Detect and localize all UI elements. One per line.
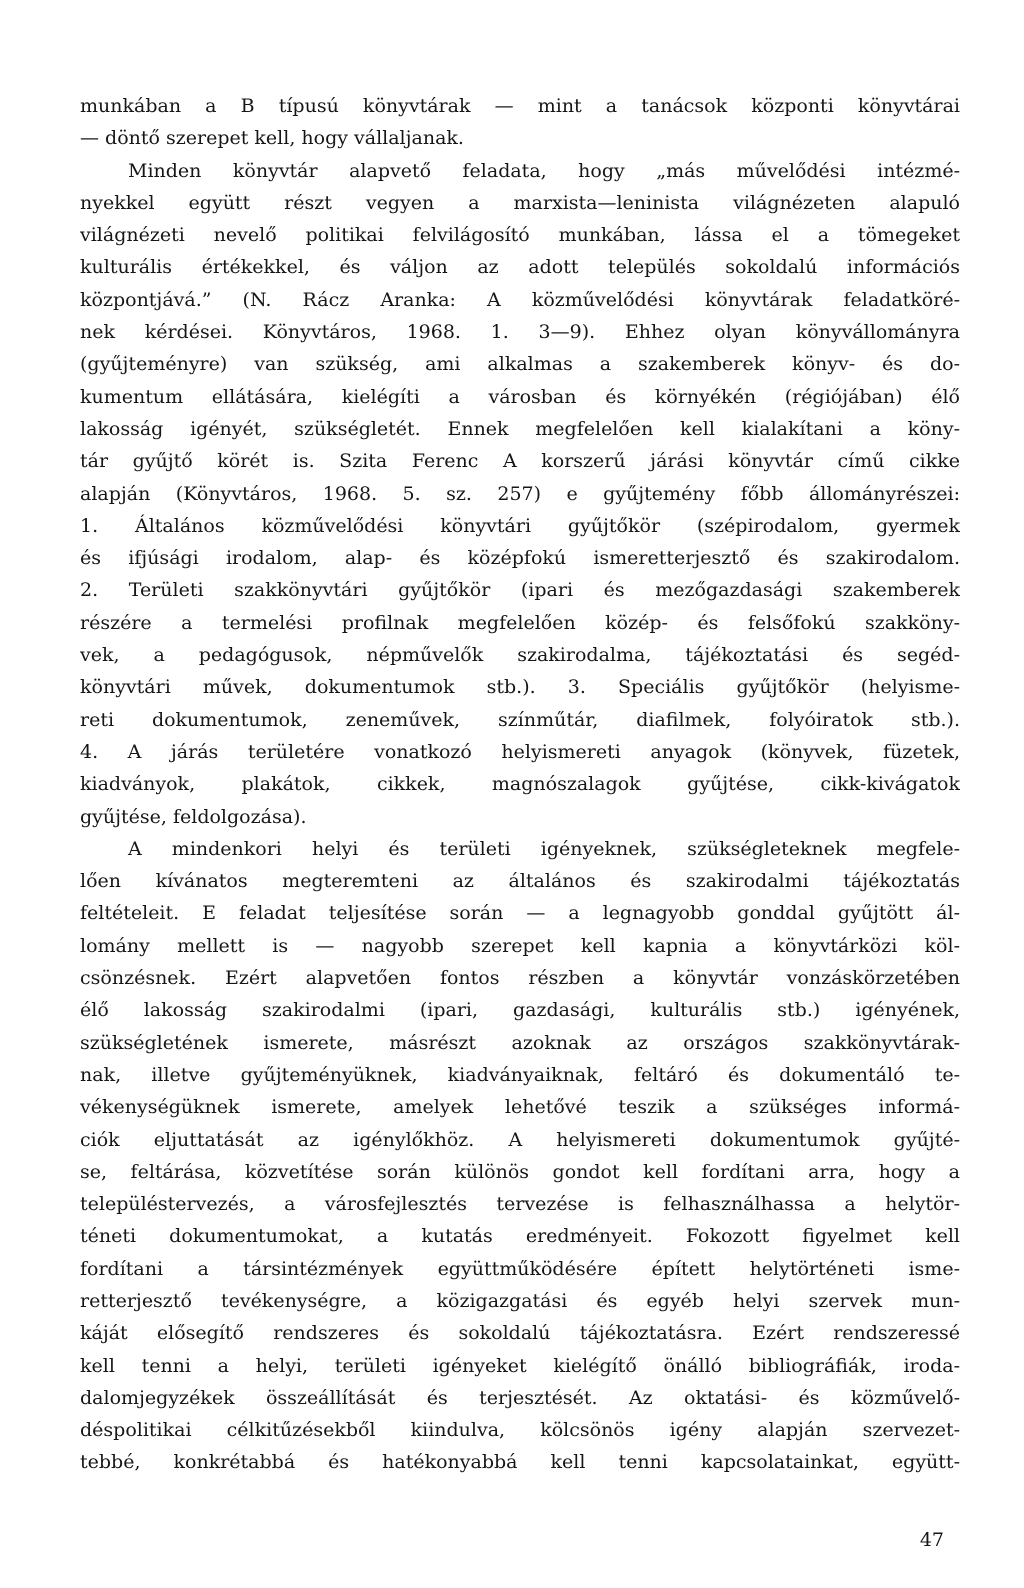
text-line: fordítani a társintézmények együttműködésére épített helytörténeti isme- xyxy=(80,1257,960,1280)
text-line: nek kérdései. Könyvtáros, 1968. 1. 3—9). Ehhez olyan könyvállományra xyxy=(80,321,960,344)
text-line: alapján (Könyvtáros, 1968. 5. sz. 257) e gyűjtemény főbb állományrészei: xyxy=(80,482,960,505)
text-line: kell tenni a helyi, területi igényeket kielégítő önálló bibliográfiák, iroda- xyxy=(80,1354,960,1377)
text-line: — döntő szerepet kell, hogy vállaljanak. xyxy=(80,127,464,150)
page-number: 47 xyxy=(919,1529,944,1551)
text-line: tebbé, konkrétabbá és hatékonyabbá kell tenni kapcsolatainkat, együtt- xyxy=(80,1451,960,1474)
text-line: kiadványok, plakátok, cikkek, magnószalagok gyűjtése, cikk-kivágatok xyxy=(80,773,960,796)
text-line: retterjesztő tevékenységre, a közigazgatási és egyéb helyi szervek mun- xyxy=(80,1289,960,1312)
text-line: kumentum ellátására, kielégíti a városban és környékén (régiójában) élő xyxy=(80,385,960,408)
text-line: Minden könyvtár alapvető feladata, hogy „más művelődési intézmé- xyxy=(128,159,960,182)
text-line: világnézeti nevelő politikai felvilágosító munkában, lássa el a tömegeket xyxy=(80,224,960,247)
text-line: és ifjúsági irodalom, alap- és középfokú ismeretterjesztő és szakirodalom. xyxy=(80,547,960,570)
text-line: településtervezés, a városfejlesztés tervezése is felhasználhassa a helytör- xyxy=(80,1193,960,1216)
body-text xyxy=(80,90,960,1479)
text-line: központjává.” (N. Rácz Aranka: A közművelődési könyvtárak feladatköré- xyxy=(80,288,960,311)
text-line: dalomjegyzékek összeállítását és terjesztését. Az oktatási- és közművelő- xyxy=(80,1386,960,1409)
text-line: szükségletének ismerete, másrészt azoknak az országos szakkönyvtárak- xyxy=(80,1031,960,1054)
text-line: 1. Általános közművelődési könyvtári gyűjtőkör (szépirodalom, gyermek xyxy=(80,514,960,537)
text-line: déspolitikai célkitűzésekből kiindulva, kölcsönös igény alapján szervezet- xyxy=(80,1419,960,1442)
text-line: lomány mellett is — nagyobb szerepet kell kapnia a könyvtárközi köl- xyxy=(80,934,960,957)
text-line: könyvtári művek, dokumentumok stb.). 3. Speciális gyűjtőkör (helyisme- xyxy=(80,676,960,699)
text-line: (gyűjteményre) van szükség, ami alkalmas a szakemberek könyv- és do- xyxy=(80,353,960,376)
text-line: tár gyűjtő körét is. Szita Ferenc A korszerű járási könyvtár című cikke xyxy=(80,450,960,473)
text-line: vékenységüknek ismerete, amelyek lehetővé teszik a szükséges informá- xyxy=(80,1096,960,1119)
text-line: munkában a B típusú könyvtárak — mint a tanácsok központi könyvtárai xyxy=(80,95,960,117)
text-line: nak, illetve gyűjteményüknek, kiadványaiknak, feltáró és dokumentáló te- xyxy=(80,1063,960,1086)
text-line: se, feltárása, közvetítése során különös gondot kell fordítani arra, hogy a xyxy=(80,1160,960,1183)
text-line: részére a termelési profilnak megfelelően közép- és felsőfokú szakköny- xyxy=(80,611,960,634)
text-line: gyűjtése, feldolgozása). xyxy=(80,805,307,828)
text-line: ciók eljuttatását az igénylőkhöz. A helyismereti dokumentumok gyűjté- xyxy=(80,1128,960,1151)
text-line: vek, a pedagógusok, népművelők szakirodalma, tájékoztatási és segéd- xyxy=(80,644,960,667)
text-line: 4. A járás területére vonatkozó helyismereti anyagok (könyvek, füzetek, xyxy=(80,740,960,763)
text-line: kulturális értékekkel, és váljon az adott település sokoldalú információs xyxy=(80,256,960,279)
text-line: lően kívánatos megteremteni az általános és szakirodalmi tájékoztatás xyxy=(80,870,960,893)
text-line: feltételeit. E feladat teljesítése során — a legnagyobb gonddal gyűjtött ál- xyxy=(80,902,960,925)
text-line: reti dokumentumok, zeneművek, színműtár, diafilmek, folyóiratok stb.). xyxy=(80,708,960,731)
text-line: lakosság igényét, szükségletét. Ennek megfelelően kell kialakítani a köny- xyxy=(80,417,960,440)
text-line: téneti dokumentumokat, a kutatás eredményeit. Fokozott figyelmet kell xyxy=(80,1225,960,1248)
text-line: élő lakosság szakirodalmi (ipari, gazdasági, kulturális stb.) igényének, xyxy=(80,999,960,1022)
text-line: csönzésnek. Ezért alapvetően fontos részben a könyvtár vonzáskörzetében xyxy=(80,967,960,990)
text-line: A mindenkori helyi és területi igényeknek, szükségleteknek megfele- xyxy=(128,837,960,860)
text-line: káját elősegítő rendszeres és sokoldalú tájékoztatásra. Ezért rendszeressé xyxy=(80,1322,960,1345)
text-line: 2. Területi szakkönyvtári gyűjtőkör (ipari és mezőgazdasági szakemberek xyxy=(80,579,960,602)
text-line: nyekkel együtt részt vegyen a marxista—leninista világnézeten alapuló xyxy=(80,191,960,214)
